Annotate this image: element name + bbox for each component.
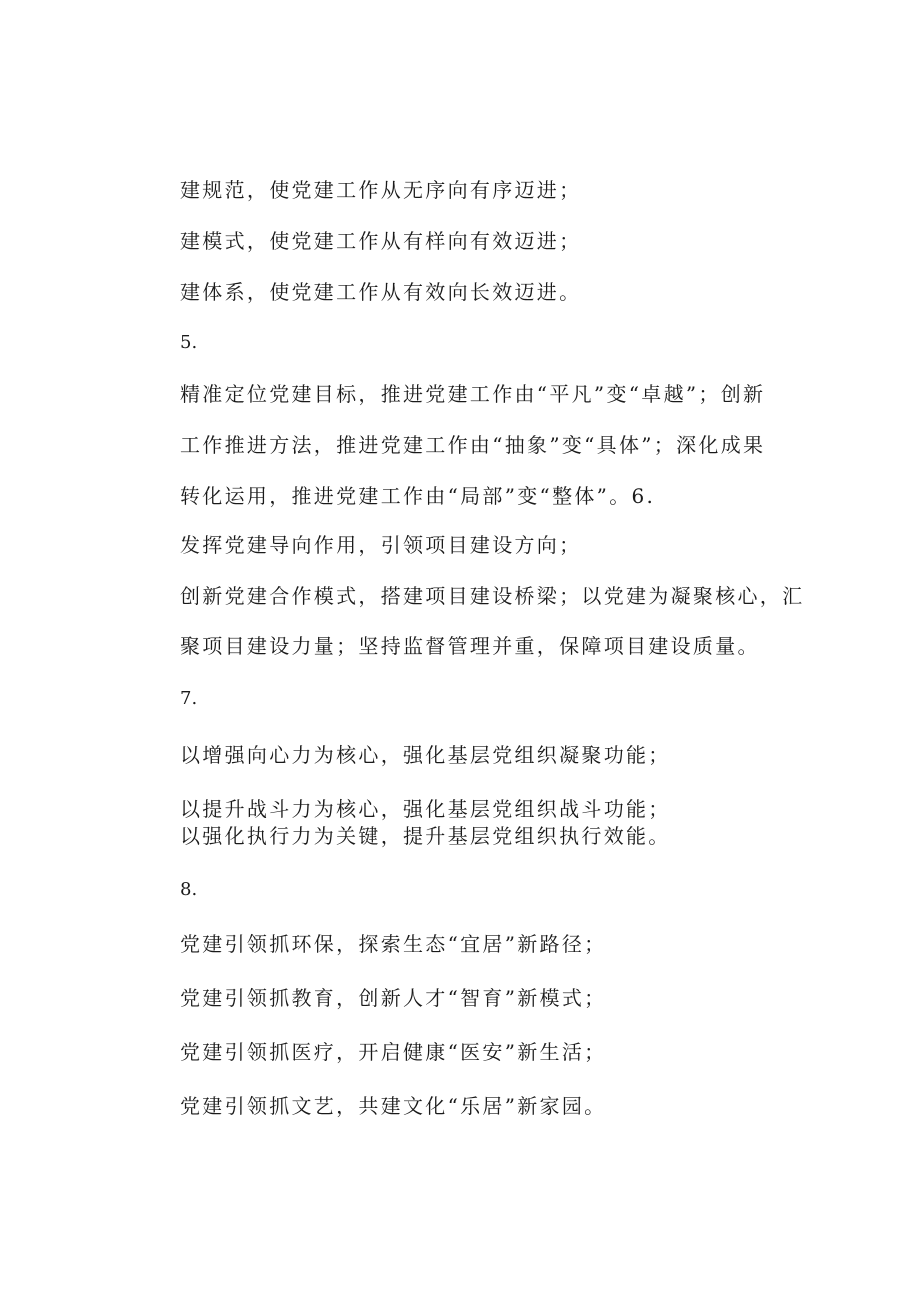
- text-line: 以增强向心力为核心，强化基层党组织凝聚功能；: [180, 743, 671, 767]
- section-number: 8.: [180, 879, 198, 900]
- section-number: 5.: [180, 332, 198, 353]
- text-line: 党建引领抓文艺，共建文化“乐居”新家园。: [180, 1094, 607, 1118]
- text-line: 以强化执行力为关键，提升基层党组织执行效能。: [180, 824, 671, 848]
- text-line: 党建引领抓教育，创新人才“智育”新模式；: [180, 986, 607, 1010]
- text-line: 党建引领抓环保，探索生态“宜居”新路径；: [180, 932, 607, 956]
- text-line: 建体系，使党建工作从有效向长效迈进。: [180, 280, 582, 304]
- text-line: 建模式，使党建工作从有样向有效迈进；: [180, 229, 582, 253]
- text-line: 聚项目建设力量；坚持监督管理并重，保障项目建设质量。: [180, 634, 760, 658]
- section-number: 7.: [180, 688, 198, 709]
- text-line: 工作推进方法，推进党建工作由“抽象”变“具体”；深化成果: [180, 433, 766, 457]
- text-line: 创新党建合作模式，搭建项目建设桥梁；以党建为凝聚核心，汇: [180, 584, 805, 608]
- text-line: 转化运用，推进党建工作由“局部”变“整体”。6.: [180, 484, 656, 508]
- text-line: 建规范，使党建工作从无序向有序迈进；: [180, 178, 582, 202]
- text-line: 发挥党建导向作用，引领项目建设方向；: [180, 533, 582, 557]
- text-line: 以提升战斗力为核心，强化基层党组织战斗功能；: [180, 797, 671, 821]
- text-line: 党建引领抓医疗，开启健康“医安”新生活；: [180, 1040, 607, 1064]
- text-line: 精准定位党建目标，推进党建工作由“平凡”变“卓越”；创新: [180, 382, 766, 406]
